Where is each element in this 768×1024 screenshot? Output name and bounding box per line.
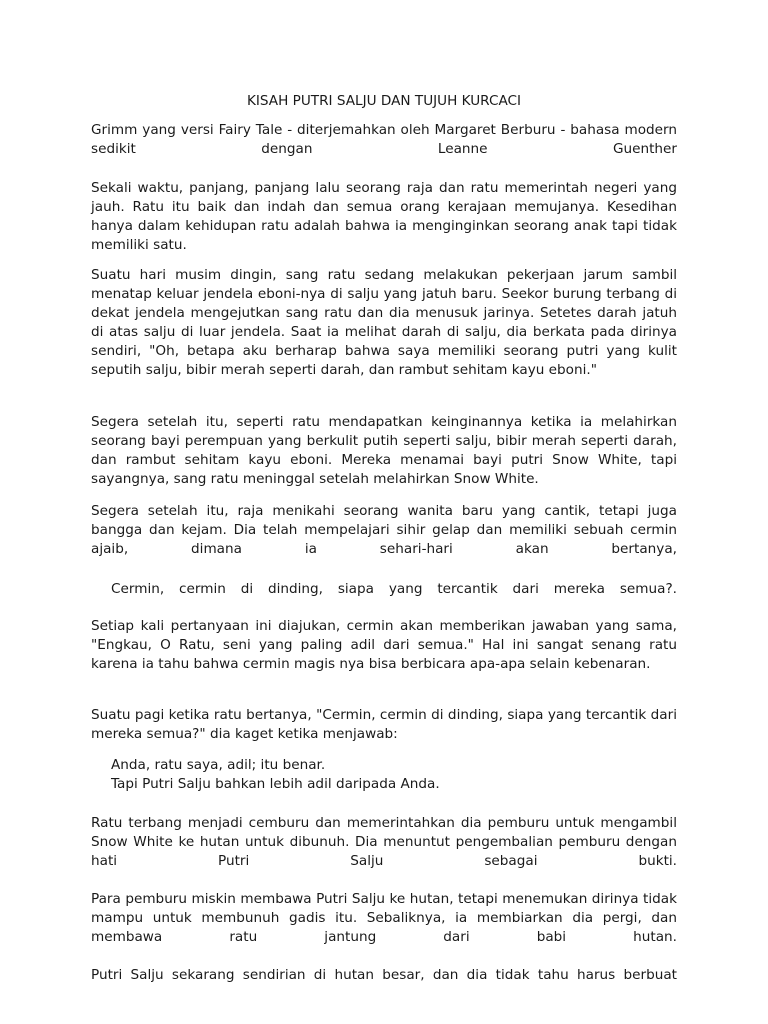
paragraph-1: Sekali waktu, panjang, panjang lalu seorang raja dan ratu memerintah negeri yang jauh. Ratu itu baik dan indah dan semua orang kerajaan memujanya. Kesedihan hanya dalam kehidupan ratu adalah bahwa ia menginginkan seorang anak tapi tidak memiliki satu. <box>91 180 677 253</box>
mirror-answer-line-1: Anda, ratu saya, adil; itu benar. <box>111 757 326 773</box>
story-title: KISAH PUTRI SALJU DAN TUJUH KURCACI <box>247 93 521 109</box>
paragraph-4: Segera setelah itu, raja menikahi seorang wanita baru yang cantik, tetapi juga bangga dan kejam. Dia telah mempelajari sihir gelap dan memiliki sebuah cermin ajaib, dimana ia sehari-hari akan bertanya, <box>91 503 677 557</box>
paragraph-2: Suatu hari musim dingin, sang ratu sedang melakukan pekerjaan jarum sambil menatap keluar jendela eboni-nya di salju yang jatuh baru. Seekor burung terbang di dekat jendela mengejutkan sang ratu dan dia menusuk jarinya. Setetes darah jatuh di atas salju di luar jendela. Saat ia melihat darah di salju, dia berkata pada dirinya sendiri, "Oh, betapa aku berharap bahwa saya memiliki seorang putri yang kulit seputih salju, bibir merah seperti darah, dan rambut sehitam kayu eboni." <box>91 267 677 378</box>
paragraph-5: Setiap kali pertanyaan ini diajukan, cermin akan memberikan jawaban yang sama, "Engkau, O Ratu, seni yang paling adil dari semua." Hal ini sangat senang ratu karena ia tahu bahwa cermin magis nya bisa berbicara apa-apa selain kebenaran. <box>91 618 677 672</box>
paragraph-9: Putri Salju sekarang sendirian di hutan besar, dan dia tidak tahu harus berbuat <box>91 967 677 983</box>
mirror-question: Cermin, cermin di dinding, siapa yang tercantik dari mereka semua?. <box>111 581 677 597</box>
paragraph-7: Ratu terbang menjadi cemburu dan memerintahkan dia pemburu untuk mengambil Snow White ke hutan untuk dibunuh. Dia menuntut pengembalian pemburu dengan hati Putri Salju sebagai bukti. <box>91 815 677 869</box>
mirror-answer-line-2: Tapi Putri Salju bahkan lebih adil daripada Anda. <box>111 776 440 792</box>
paragraph-6: Suatu pagi ketika ratu bertanya, "Cermin, cermin di dinding, siapa yang tercantik dari mereka semua?" dia kaget ketika menjawab: <box>91 707 677 742</box>
paragraph-8: Para pemburu miskin membawa Putri Salju ke hutan, tetapi menemukan dirinya tidak mampu untuk membunuh gadis itu. Sebaliknya, ia membiarkan dia pergi, dan membawa ratu jantung dari babi hutan. <box>91 891 677 945</box>
byline: Grimm yang versi Fairy Tale - diterjemahkan oleh Margaret Berburu - bahasa modern sedikit dengan Leanne Guenther <box>91 122 677 157</box>
paragraph-3: Segera setelah itu, seperti ratu mendapatkan keinginannya ketika ia melahirkan seorang bayi perempuan yang berkulit putih seperti salju, bibir merah seperti darah, dan rambut sehitam kayu eboni. Mereka menamai bayi putri Snow White, tapi sayangnya, sang ratu meninggal setelah melahirkan Snow White. <box>91 414 677 487</box>
